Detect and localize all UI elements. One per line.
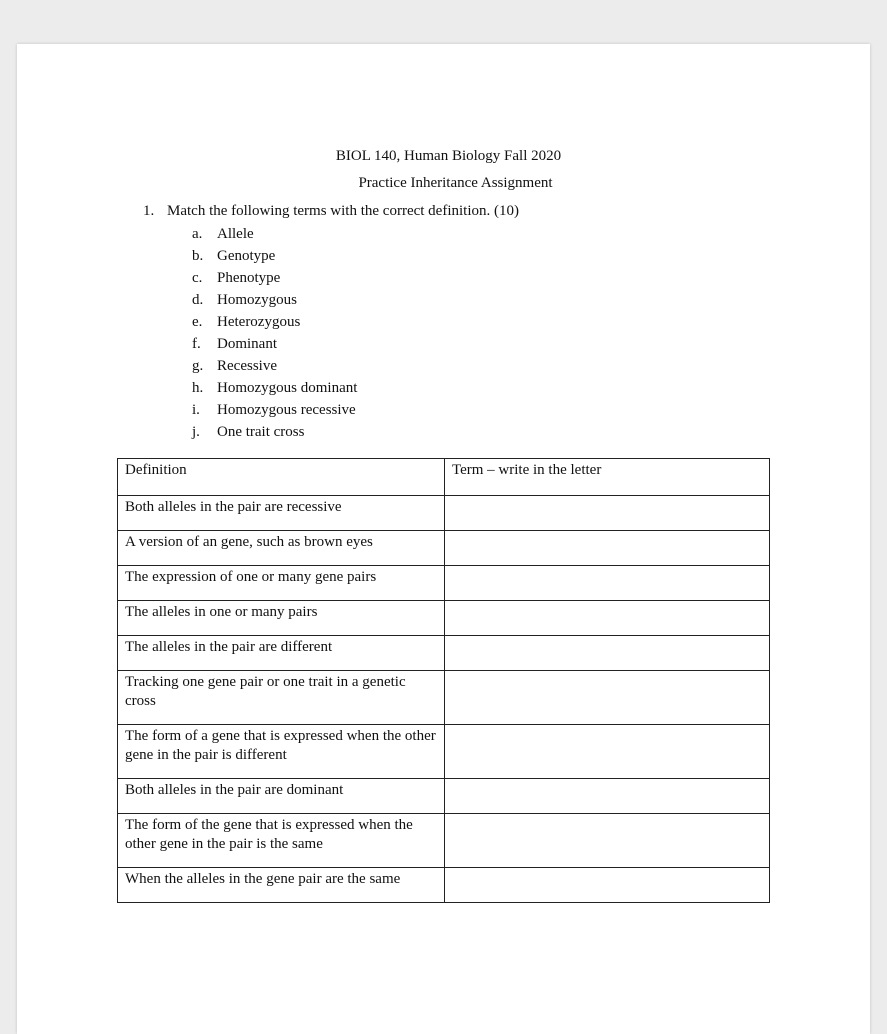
- term-text: Homozygous: [217, 292, 297, 308]
- list-item: [192, 247, 357, 269]
- term-text: Heterozygous: [217, 314, 301, 330]
- list-item: [192, 401, 357, 423]
- answer-cell[interactable]: [445, 868, 770, 903]
- answer-cell[interactable]: [445, 636, 770, 671]
- term-letter: g.: [192, 358, 204, 374]
- term-letter: b.: [192, 248, 204, 264]
- table-row: [118, 779, 770, 814]
- list-item: [192, 335, 357, 357]
- header-definition: Definition: [118, 459, 445, 496]
- definition-cell: The alleles in one or many pairs: [118, 601, 445, 636]
- question-1: [143, 203, 519, 220]
- answer-cell[interactable]: [445, 601, 770, 636]
- matching-table: [117, 458, 770, 903]
- term-letter: i.: [192, 402, 200, 418]
- term-text: Dominant: [217, 336, 277, 352]
- table-row: [118, 496, 770, 531]
- question-number: 1.: [143, 203, 155, 219]
- definition-cell: The form of a gene that is expressed when the other gene in the pair is different: [118, 725, 445, 779]
- term-text: Allele: [217, 226, 254, 242]
- definition-cell: Both alleles in the pair are dominant: [118, 779, 445, 814]
- definition-cell: The expression of one or many gene pairs: [118, 566, 445, 601]
- list-item: [192, 269, 357, 291]
- term-letter: a.: [192, 226, 203, 242]
- table-row: [118, 566, 770, 601]
- list-item: [192, 225, 357, 247]
- term-letter: h.: [192, 380, 204, 396]
- table-header-row: [118, 459, 770, 496]
- table-row: [118, 868, 770, 903]
- definition-cell: The alleles in the pair are different: [118, 636, 445, 671]
- question-text: Match the following terms with the correct definition. (10): [167, 203, 519, 219]
- list-item: [192, 423, 357, 445]
- term-text: Recessive: [217, 358, 277, 374]
- answer-cell[interactable]: [445, 671, 770, 725]
- answer-cell[interactable]: [445, 814, 770, 868]
- answer-cell[interactable]: [445, 725, 770, 779]
- term-text: One trait cross: [217, 424, 305, 440]
- answer-cell[interactable]: [445, 566, 770, 601]
- list-item: [192, 357, 357, 379]
- terms-list: [192, 225, 357, 445]
- table-row: [118, 636, 770, 671]
- table-row: [118, 671, 770, 725]
- list-item: [192, 313, 357, 335]
- definition-cell: The form of the gene that is expressed when the other gene in the pair is the same: [118, 814, 445, 868]
- definition-cell: When the alleles in the gene pair are the same: [118, 868, 445, 903]
- list-item: [192, 291, 357, 313]
- term-letter: j.: [192, 424, 200, 440]
- list-item: [192, 379, 357, 401]
- assignment-title: Practice Inheritance Assignment: [358, 175, 553, 191]
- term-text: Phenotype: [217, 270, 281, 286]
- answer-cell[interactable]: [445, 496, 770, 531]
- answer-cell[interactable]: [445, 779, 770, 814]
- table-row: [118, 601, 770, 636]
- term-letter: f.: [192, 336, 201, 352]
- table-row: [118, 725, 770, 779]
- term-letter: c.: [192, 270, 203, 286]
- term-letter: e.: [192, 314, 203, 330]
- definition-cell: Both alleles in the pair are recessive: [118, 496, 445, 531]
- header-term: Term – write in the letter: [445, 459, 770, 496]
- course-title: BIOL 140, Human Biology Fall 2020: [335, 148, 562, 164]
- table-row: [118, 531, 770, 566]
- definition-cell: A version of an gene, such as brown eyes: [118, 531, 445, 566]
- definition-cell: Tracking one gene pair or one trait in a genetic cross: [118, 671, 445, 725]
- answer-cell[interactable]: [445, 531, 770, 566]
- table-row: [118, 814, 770, 868]
- term-text: Genotype: [217, 248, 276, 264]
- term-text: Homozygous dominant: [217, 380, 358, 396]
- term-text: Homozygous recessive: [217, 402, 356, 418]
- term-letter: d.: [192, 292, 204, 308]
